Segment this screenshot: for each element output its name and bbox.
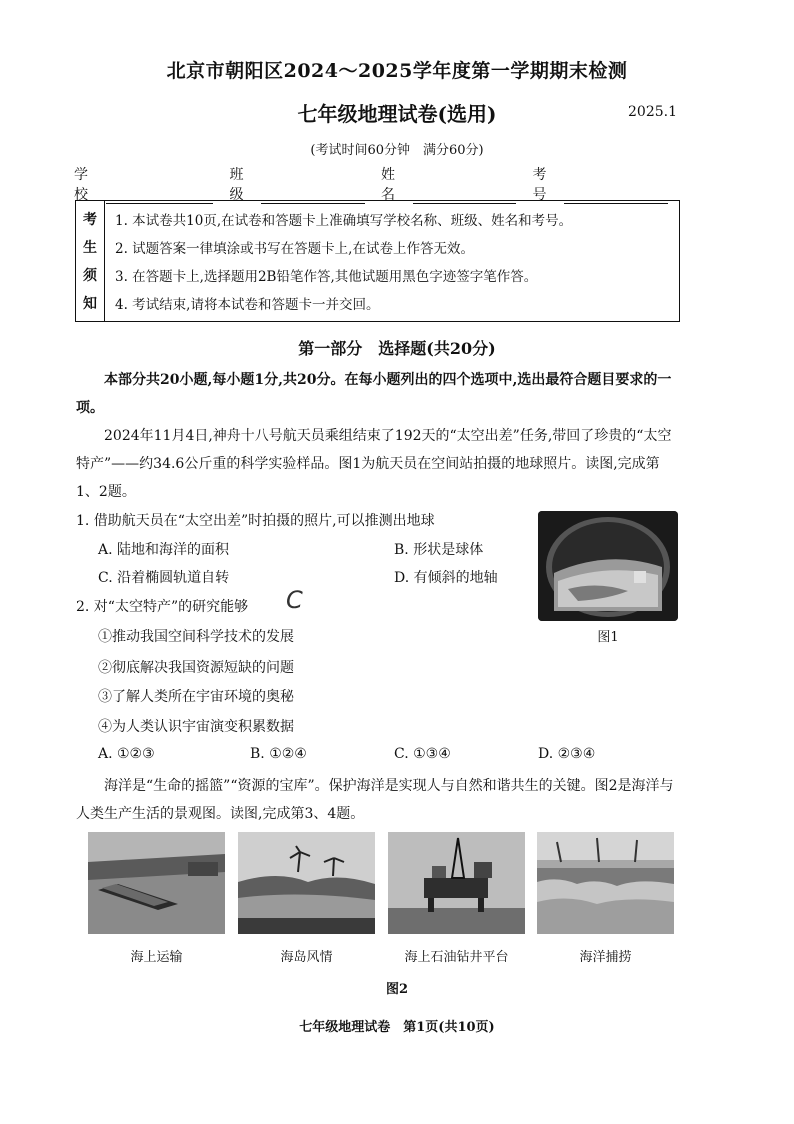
passage-2-text: 海洋是“生命的摇篮”“资源的宝库”。保护海洋是实现人与自然和谐共生的关键。图2是海洋与人类生产生活的景观图。读图,完成第3、4题。 — [76, 778, 674, 822]
passage-1 — [76, 422, 682, 506]
school-label: 学校 — [74, 167, 88, 203]
earth-from-space-image — [538, 511, 678, 621]
page-footer: 七年级地理试卷 第1页(共10页) — [299, 1020, 495, 1035]
notice-heading-char: 考 — [83, 212, 97, 228]
figure-2-caption: 海上石油钻井平台 — [404, 950, 509, 965]
notice-item: 3. 在答题卡上,选择题用2B铅笔作答,其他试题用黑色字迹签字笔作答。 — [115, 269, 538, 285]
photo-sea-transport — [88, 832, 225, 934]
photo-oil-platform — [388, 832, 525, 934]
exam-title: 北京市朝阳区2024～2025学年度第一学期期末检测 — [166, 60, 628, 82]
section-title: 第一部分 选择题(共20分) — [298, 339, 496, 358]
notice-heading-char: 生 — [83, 240, 97, 256]
candidate-notice-box — [75, 200, 680, 322]
class-label: 班级 — [229, 167, 244, 203]
class-field — [229, 164, 365, 204]
photo-fishing — [537, 832, 674, 934]
school-field — [74, 164, 213, 204]
question-2-statement: ③了解人类所在宇宙环境的奥秘 — [98, 689, 294, 705]
figure-2-title: 图2 — [385, 982, 409, 997]
notice-heading — [76, 201, 105, 321]
question-2-statement: ④为人类认识宇宙演变积累数据 — [98, 719, 294, 735]
notice-heading-char: 须 — [83, 268, 97, 284]
section-intro — [76, 366, 682, 422]
notice-item: 1. 本试卷共10页,在试卷和答题卡上准确填写学校名称、班级、姓名和考号。 — [115, 213, 573, 229]
question-1-option: B. 形状是球体 — [394, 542, 484, 558]
student-info-row — [74, 164, 684, 204]
name-label: 姓名 — [380, 167, 395, 203]
island-image — [238, 832, 375, 934]
question-2-option: D. ②③④ — [538, 746, 596, 762]
figure-1-caption: 图1 — [597, 630, 619, 645]
notice-item: 2. 试题答案一律填涂或书写在答题卡上,在试卷上作答无效。 — [115, 241, 474, 257]
exam-time-note: (考试时间60分钟 满分60分) — [310, 143, 484, 158]
question-1-option: A. 陆地和海洋的面积 — [98, 542, 230, 558]
oil-platform-image — [388, 832, 525, 934]
question-2-option: B. ①②④ — [250, 746, 307, 762]
question-2-stem: 2. 对“太空特产”的研究能够 — [76, 599, 249, 615]
figure-2-caption: 海上运输 — [130, 950, 183, 965]
exam-date: 2025.1 — [628, 104, 677, 120]
notice-items — [105, 201, 679, 321]
question-1-stem: 1. 借助航天员在“太空出差”时拍摄的照片,可以推测出地球 — [76, 513, 435, 529]
number-label: 考号 — [532, 167, 547, 203]
figure-2-caption: 海岛风情 — [280, 950, 333, 965]
question-1-option: D. 有倾斜的地轴 — [394, 570, 498, 586]
question-2-option: A. ①②③ — [98, 746, 155, 762]
name-field — [381, 164, 517, 204]
fishing-image — [537, 832, 674, 934]
handwritten-answer: C — [286, 586, 303, 614]
figure-1-earth-photo — [538, 511, 678, 621]
photo-island — [238, 832, 375, 934]
figure-2-caption: 海洋捕捞 — [579, 950, 632, 965]
number-field — [532, 164, 668, 204]
section-intro-text: 本部分共20小题,每小题1分,共20分。在每小题列出的四个选项中,选出最符合题目要求的一项。 — [76, 372, 672, 416]
passage-1-text: 2024年11月4日,神舟十八号航天员乘组结束了192天的“太空出差”任务,带回了珍贵的“太空特产”——约34.6公斤重的科学实验样品。图1为航天员在空间站拍摄的地球照片。读图,完成第1、2题。 — [76, 428, 672, 500]
question-2-statement: ②彻底解决我国资源短缺的问题 — [98, 660, 294, 676]
notice-heading-char: 知 — [83, 296, 97, 312]
question-1-option: C. 沿着椭圆轨道自转 — [98, 570, 230, 586]
question-2-statement: ①推动我国空间科学技术的发展 — [98, 629, 294, 645]
exam-subtitle: 七年级地理试卷(选用) — [297, 102, 497, 126]
notice-item: 4. 考试结束,请将本试卷和答题卡一并交回。 — [115, 297, 380, 313]
question-2-option: C. ①③④ — [394, 746, 451, 762]
passage-2 — [76, 772, 682, 828]
ship-image — [88, 832, 225, 934]
